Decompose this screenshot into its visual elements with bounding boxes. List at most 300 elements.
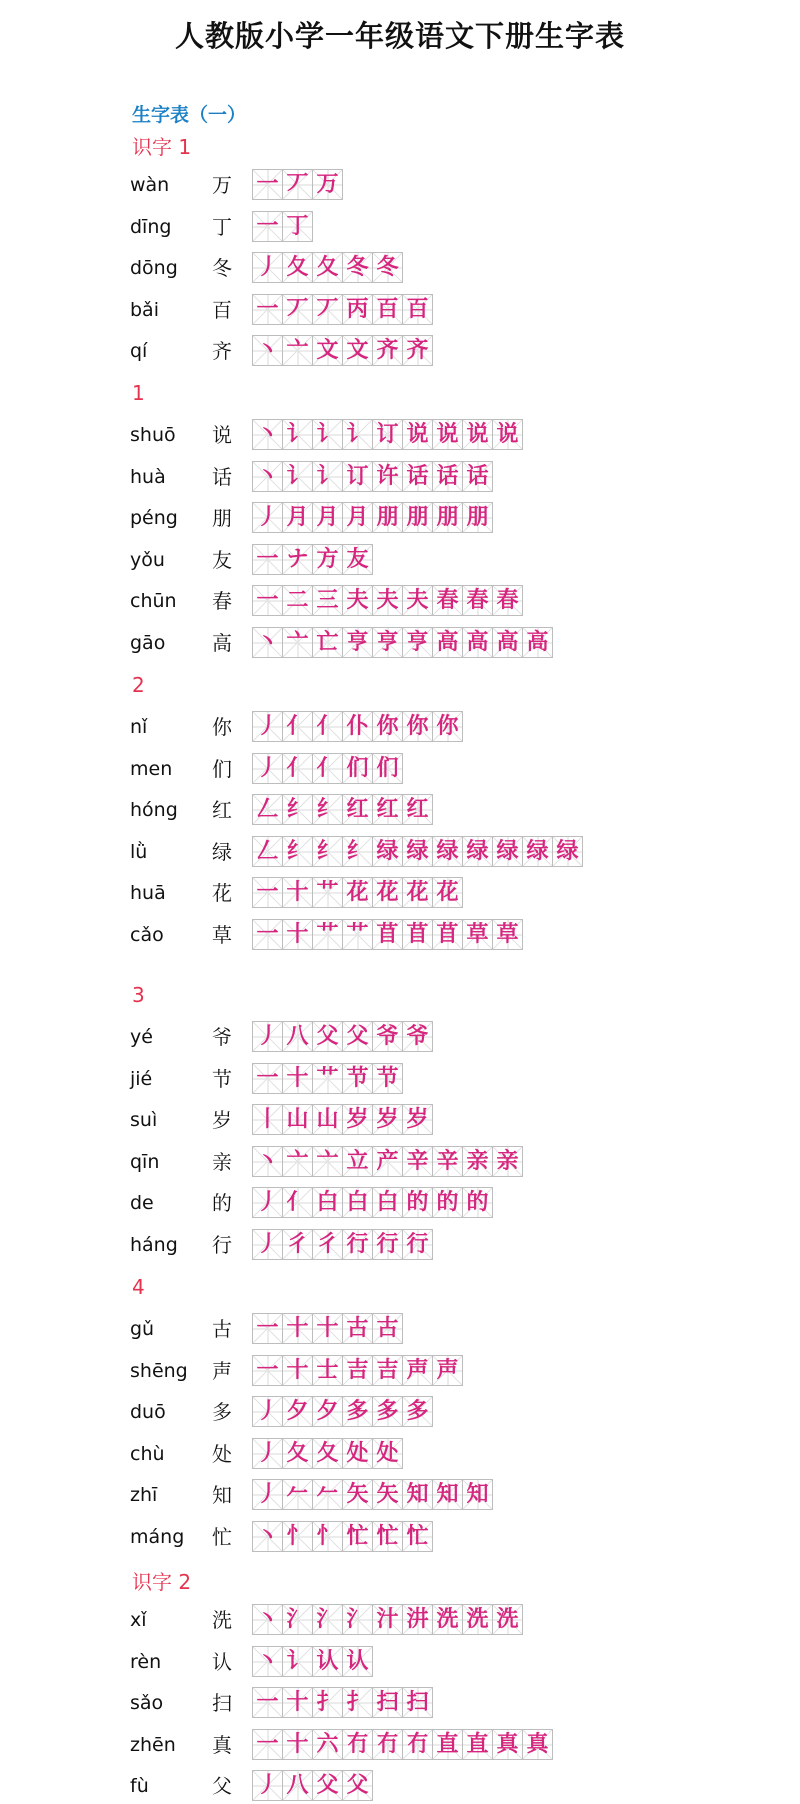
stroke-cell: 行 <box>372 1229 403 1260</box>
stroke-cell: 仆 <box>342 711 373 742</box>
stroke-cell: 亨 <box>402 627 433 658</box>
stroke-order <box>252 1355 462 1387</box>
stroke-order <box>252 502 492 534</box>
stroke-order <box>252 1021 432 1053</box>
stroke-cell: 十 <box>282 1729 313 1760</box>
stroke-cell: 一 <box>252 211 283 242</box>
stroke-order <box>252 294 432 326</box>
character: 行 <box>212 1233 232 1257</box>
stroke-order <box>252 1063 402 1095</box>
stroke-order <box>252 211 312 243</box>
stroke-cell: 的 <box>462 1187 493 1218</box>
stroke-cell: 认 <box>342 1646 373 1677</box>
stroke-cell: 讠 <box>312 461 343 492</box>
stroke-cell: 节 <box>342 1063 373 1094</box>
stroke-cell: 春 <box>492 585 523 616</box>
character: 认 <box>212 1649 232 1674</box>
stroke-cell: 丿 <box>252 753 283 784</box>
lesson-heading: 1 <box>132 381 145 405</box>
stroke-order <box>252 1146 522 1178</box>
stroke-cell: 洗 <box>462 1604 493 1635</box>
character: 万 <box>212 173 232 197</box>
stroke-cell: 岁 <box>402 1104 433 1135</box>
stroke-cell: 高 <box>432 627 463 658</box>
pinyin: xǐ <box>130 1609 147 1631</box>
pinyin: yǒu <box>130 548 165 571</box>
stroke-cell: 一 <box>252 1355 283 1386</box>
character: 父 <box>212 1774 232 1799</box>
character: 话 <box>212 464 232 489</box>
stroke-cell: 𠃋 <box>252 794 283 825</box>
stroke-cell: 绿 <box>522 836 553 867</box>
stroke-cell: 亠 <box>312 1146 343 1177</box>
stroke-cell: 草 <box>462 919 493 950</box>
pinyin: rèn <box>130 1650 162 1673</box>
stroke-cell: 扌 <box>312 1687 343 1718</box>
stroke-cell: 朋 <box>462 502 493 533</box>
stroke-cell: 绿 <box>492 836 523 867</box>
stroke-cell: 二 <box>282 585 313 616</box>
stroke-cell: 知 <box>462 1479 493 1510</box>
stroke-cell: 辛 <box>402 1146 433 1177</box>
character: 你 <box>212 715 232 739</box>
stroke-cell: 高 <box>522 627 553 658</box>
stroke-order <box>252 1187 492 1219</box>
stroke-cell: 声 <box>432 1355 463 1386</box>
stroke-order <box>252 753 402 785</box>
stroke-cell: 们 <box>342 753 373 784</box>
stroke-cell: 汁 <box>372 1604 403 1635</box>
pinyin: gǔ <box>130 1318 155 1340</box>
stroke-cell: 文 <box>312 335 343 366</box>
pinyin: qí <box>130 340 148 363</box>
stroke-cell: 忄 <box>282 1521 313 1552</box>
stroke-order <box>252 627 552 659</box>
stroke-cell: 丿 <box>252 252 283 283</box>
stroke-cell: 纟 <box>312 836 343 867</box>
stroke-cell: 汫 <box>402 1604 433 1635</box>
pinyin: qīn <box>130 1150 160 1173</box>
stroke-cell: 月 <box>282 502 313 533</box>
stroke-cell: 讠 <box>282 419 313 450</box>
stroke-cell: 亲 <box>462 1146 493 1177</box>
stroke-cell: 丿 <box>252 502 283 533</box>
character: 丁 <box>212 214 232 239</box>
stroke-cell: 夂 <box>312 252 343 283</box>
stroke-cell: 纟 <box>282 836 313 867</box>
stroke-order <box>252 1646 372 1678</box>
character: 岁 <box>212 1108 232 1133</box>
stroke-cell: 冇 <box>342 1729 373 1760</box>
stroke-cell: 十 <box>312 1313 343 1344</box>
pinyin: háng <box>130 1234 178 1256</box>
stroke-cell: 丁 <box>282 211 313 242</box>
character: 处 <box>212 1441 232 1466</box>
stroke-cell: 行 <box>342 1229 373 1260</box>
stroke-cell: 一 <box>252 919 283 950</box>
pinyin: chūn <box>130 590 177 613</box>
character: 古 <box>212 1317 232 1341</box>
stroke-cell: 直 <box>432 1729 463 1760</box>
stroke-cell: 氵 <box>342 1604 373 1635</box>
pinyin: fù <box>130 1775 149 1798</box>
stroke-cell: 忙 <box>402 1521 433 1552</box>
stroke-cell: 知 <box>402 1479 433 1510</box>
stroke-cell: 𠂉 <box>282 1479 313 1510</box>
stroke-cell: 氵 <box>312 1604 343 1635</box>
page-title: 人教版小学一年级语文下册生字表 <box>174 19 625 53</box>
stroke-cell: 万 <box>312 169 343 200</box>
stroke-cell: 忄 <box>312 1521 343 1552</box>
stroke-cell: 许 <box>372 461 403 492</box>
stroke-cell: 朋 <box>432 502 463 533</box>
stroke-cell: 花 <box>342 877 373 908</box>
character: 声 <box>212 1358 232 1383</box>
character: 爷 <box>212 1025 232 1049</box>
stroke-cell: 丿 <box>252 1770 283 1801</box>
pinyin: zhēn <box>130 1733 176 1756</box>
pinyin: men <box>130 757 173 780</box>
pinyin: suì <box>130 1109 158 1132</box>
stroke-cell: 亻 <box>282 1187 313 1218</box>
stroke-order <box>252 711 462 743</box>
stroke-cell: 丿 <box>252 1021 283 1052</box>
stroke-cell: 丶 <box>252 1146 283 1177</box>
stroke-cell: 百 <box>372 294 403 325</box>
pinyin: lǜ <box>130 840 148 863</box>
stroke-order <box>252 1104 432 1136</box>
stroke-cell: 产 <box>372 1146 403 1177</box>
character: 红 <box>212 798 232 823</box>
stroke-cell: 多 <box>402 1396 433 1427</box>
stroke-cell: 一 <box>252 1063 283 1094</box>
character: 忙 <box>212 1525 232 1549</box>
stroke-cell: 六 <box>312 1729 343 1760</box>
stroke-cell: 亡 <box>312 627 343 658</box>
stroke-cell: 绿 <box>432 836 463 867</box>
stroke-cell: 话 <box>462 461 493 492</box>
stroke-cell: 苜 <box>372 919 403 950</box>
stroke-cell: 说 <box>432 419 463 450</box>
stroke-cell: 你 <box>372 711 403 742</box>
stroke-cell: 扌 <box>342 1687 373 1718</box>
stroke-order <box>252 877 462 909</box>
stroke-cell: 春 <box>462 585 493 616</box>
stroke-cell: 丆 <box>282 169 313 200</box>
pinyin: hóng <box>130 799 178 822</box>
stroke-cell: 你 <box>402 711 433 742</box>
character: 友 <box>212 547 232 572</box>
character: 百 <box>212 297 232 322</box>
stroke-cell: 红 <box>342 794 373 825</box>
stroke-cell: 父 <box>342 1021 373 1052</box>
character: 扫 <box>212 1691 232 1716</box>
stroke-cell: 话 <box>402 461 433 492</box>
stroke-cell: 丶 <box>252 1646 283 1677</box>
stroke-cell: 扫 <box>402 1687 433 1718</box>
stroke-cell: 岁 <box>372 1104 403 1135</box>
stroke-cell: 方 <box>312 544 343 575</box>
stroke-cell: 一 <box>252 1729 283 1760</box>
stroke-cell: 士 <box>312 1355 343 1386</box>
stroke-cell: 夂 <box>282 1438 313 1469</box>
stroke-cell: 朋 <box>372 502 403 533</box>
stroke-cell: 草 <box>492 919 523 950</box>
stroke-cell: 多 <box>342 1396 373 1427</box>
character: 齐 <box>212 339 232 364</box>
character: 真 <box>212 1732 232 1757</box>
stroke-cell: 亻 <box>312 711 343 742</box>
pinyin: de <box>130 1192 154 1215</box>
lesson-heading: 2 <box>132 673 145 697</box>
stroke-cell: 八 <box>282 1021 313 1052</box>
stroke-cell: 亲 <box>492 1146 523 1177</box>
stroke-cell: 亠 <box>282 627 313 658</box>
table-heading: 生字表（一） <box>132 104 247 126</box>
stroke-cell: 一 <box>252 1313 283 1344</box>
stroke-cell: 的 <box>432 1187 463 1218</box>
stroke-cell: 爷 <box>372 1021 403 1052</box>
stroke-cell: 月 <box>342 502 373 533</box>
stroke-order <box>252 585 522 617</box>
character: 高 <box>212 631 232 655</box>
stroke-cell: 亠 <box>282 335 313 366</box>
character: 洗 <box>212 1608 232 1632</box>
stroke-cell: 们 <box>372 753 403 784</box>
stroke-cell: 夫 <box>342 585 373 616</box>
stroke-cell: 丨 <box>252 1104 283 1135</box>
character: 们 <box>212 756 232 781</box>
stroke-cell: 吉 <box>372 1355 403 1386</box>
character: 花 <box>212 881 232 906</box>
stroke-cell: 一 <box>252 877 283 908</box>
stroke-cell: 彳 <box>312 1229 343 1260</box>
pinyin: dīng <box>130 215 172 238</box>
stroke-cell: 古 <box>342 1313 373 1344</box>
stroke-cell: 红 <box>372 794 403 825</box>
character: 的 <box>212 1191 232 1216</box>
stroke-cell: 立 <box>342 1146 373 1177</box>
stroke-cell: 真 <box>522 1729 553 1760</box>
stroke-cell: 花 <box>432 877 463 908</box>
stroke-order <box>252 1229 432 1261</box>
stroke-cell: 丿 <box>252 1479 283 1510</box>
character: 春 <box>212 589 232 614</box>
character: 亲 <box>212 1149 232 1174</box>
stroke-cell: 真 <box>492 1729 523 1760</box>
pinyin: bǎi <box>130 298 159 321</box>
stroke-cell: 话 <box>432 461 463 492</box>
stroke-cell: 纟 <box>342 836 373 867</box>
stroke-order <box>252 1438 402 1470</box>
stroke-cell: 亻 <box>282 711 313 742</box>
stroke-cell: 文 <box>342 335 373 366</box>
character: 知 <box>212 1483 232 1508</box>
character: 绿 <box>212 839 232 864</box>
stroke-cell: 丿 <box>252 1438 283 1469</box>
stroke-order <box>252 836 582 868</box>
stroke-cell: 讠 <box>282 1646 313 1677</box>
stroke-cell: 一 <box>252 1687 283 1718</box>
stroke-order <box>252 1521 432 1553</box>
character: 节 <box>212 1066 232 1091</box>
character: 说 <box>212 423 232 447</box>
stroke-cell: 说 <box>492 419 523 450</box>
stroke-cell: 𠃋 <box>252 836 283 867</box>
stroke-cell: 亠 <box>282 1146 313 1177</box>
stroke-cell: 一 <box>252 169 283 200</box>
stroke-order <box>252 1770 372 1802</box>
stroke-cell: 丶 <box>252 627 283 658</box>
stroke-cell: 行 <box>402 1229 433 1260</box>
stroke-cell: 亻 <box>282 753 313 784</box>
stroke-cell: 月 <box>312 502 343 533</box>
stroke-cell: 绿 <box>402 836 433 867</box>
stroke-cell: 绿 <box>372 836 403 867</box>
stroke-cell: 绿 <box>552 836 583 867</box>
stroke-cell: 丶 <box>252 419 283 450</box>
stroke-cell: 友 <box>342 544 373 575</box>
pinyin: péng <box>130 507 178 530</box>
pinyin: sǎo <box>130 1692 164 1715</box>
stroke-cell: 艹 <box>312 1063 343 1094</box>
stroke-cell: 辛 <box>432 1146 463 1177</box>
stroke-cell: 白 <box>342 1187 373 1218</box>
stroke-cell: 夂 <box>312 1438 343 1469</box>
stroke-cell: 岁 <box>342 1104 373 1135</box>
stroke-cell: 夫 <box>402 585 433 616</box>
pinyin: wàn <box>130 174 170 196</box>
stroke-order <box>252 335 432 367</box>
stroke-cell: 丿 <box>252 711 283 742</box>
pinyin: cǎo <box>130 924 164 946</box>
stroke-cell: 丿 <box>252 1187 283 1218</box>
stroke-cell: 声 <box>402 1355 433 1386</box>
lesson-heading: 3 <box>132 983 145 1007</box>
stroke-cell: ナ <box>282 544 313 575</box>
stroke-cell: 百 <box>402 294 433 325</box>
stroke-cell: 朋 <box>402 502 433 533</box>
stroke-cell: 父 <box>342 1770 373 1801</box>
stroke-cell: 齐 <box>372 335 403 366</box>
stroke-cell: 纟 <box>282 794 313 825</box>
stroke-cell: 丆 <box>312 294 343 325</box>
stroke-cell: 山 <box>282 1104 313 1135</box>
stroke-order <box>252 419 522 451</box>
stroke-cell: 父 <box>312 1021 343 1052</box>
stroke-cell: 高 <box>492 627 523 658</box>
pinyin: máng <box>130 1526 185 1548</box>
stroke-order <box>252 1604 522 1636</box>
pinyin: duō <box>130 1401 166 1424</box>
stroke-cell: 处 <box>342 1438 373 1469</box>
stroke-cell: 八 <box>282 1770 313 1801</box>
pinyin: yé <box>130 1026 153 1048</box>
stroke-cell: 艹 <box>312 877 343 908</box>
stroke-cell: 讠 <box>312 419 343 450</box>
stroke-cell: 𠂉 <box>312 1479 343 1510</box>
stroke-cell: 冬 <box>342 252 373 283</box>
pinyin: dōng <box>130 257 178 280</box>
stroke-cell: 冬 <box>372 252 403 283</box>
stroke-cell: 丿 <box>252 1396 283 1427</box>
character: 朋 <box>212 506 232 531</box>
stroke-order <box>252 919 522 951</box>
stroke-cell: 直 <box>462 1729 493 1760</box>
pinyin: jié <box>130 1067 153 1090</box>
stroke-cell: 订 <box>372 419 403 450</box>
pinyin: shēng <box>130 1359 188 1382</box>
pinyin: chù <box>130 1442 165 1465</box>
stroke-cell: 冇 <box>372 1729 403 1760</box>
stroke-cell: 绿 <box>462 836 493 867</box>
stroke-cell: 彳 <box>282 1229 313 1260</box>
stroke-order <box>252 1729 552 1761</box>
stroke-cell: 知 <box>432 1479 463 1510</box>
stroke-cell: 吉 <box>342 1355 373 1386</box>
stroke-cell: 矢 <box>342 1479 373 1510</box>
stroke-cell: 古 <box>372 1313 403 1344</box>
stroke-cell: 丿 <box>252 1229 283 1260</box>
lesson-heading: 识字 1 <box>132 135 192 159</box>
character: 冬 <box>212 256 232 281</box>
stroke-cell: 一 <box>252 294 283 325</box>
stroke-cell: 说 <box>402 419 433 450</box>
stroke-cell: 订 <box>342 461 373 492</box>
stroke-cell: 丆 <box>282 294 313 325</box>
pinyin: zhī <box>130 1484 158 1507</box>
stroke-cell: 十 <box>282 1063 313 1094</box>
stroke-cell: 洗 <box>492 1604 523 1635</box>
stroke-order <box>252 252 402 284</box>
stroke-cell: 苜 <box>402 919 433 950</box>
character: 多 <box>212 1400 232 1425</box>
pinyin: shuō <box>130 424 176 446</box>
character: 草 <box>212 923 232 947</box>
stroke-cell: 一 <box>252 585 283 616</box>
stroke-cell: 亨 <box>372 627 403 658</box>
stroke-cell: 十 <box>282 1355 313 1386</box>
stroke-cell: 纟 <box>312 794 343 825</box>
stroke-cell: 齐 <box>402 335 433 366</box>
stroke-cell: 洗 <box>432 1604 463 1635</box>
lesson-heading: 识字 2 <box>132 1570 192 1594</box>
stroke-order <box>252 1687 432 1719</box>
stroke-cell: 你 <box>432 711 463 742</box>
stroke-order <box>252 461 492 493</box>
stroke-cell: 一 <box>252 544 283 575</box>
stroke-cell: 丶 <box>252 1604 283 1635</box>
pinyin: huà <box>130 465 166 488</box>
stroke-cell: 花 <box>372 877 403 908</box>
stroke-cell: 三 <box>312 585 343 616</box>
stroke-order <box>252 1313 402 1345</box>
stroke-cell: 处 <box>372 1438 403 1469</box>
stroke-cell: 艹 <box>312 919 343 950</box>
stroke-cell: 讠 <box>342 419 373 450</box>
stroke-order <box>252 1396 432 1428</box>
stroke-cell: 白 <box>372 1187 403 1218</box>
stroke-cell: 讠 <box>282 461 313 492</box>
stroke-order <box>252 169 342 201</box>
stroke-cell: 扫 <box>372 1687 403 1718</box>
stroke-cell: 忙 <box>342 1521 373 1552</box>
stroke-cell: 说 <box>462 419 493 450</box>
stroke-cell: 十 <box>282 1687 313 1718</box>
stroke-cell: 艹 <box>342 919 373 950</box>
stroke-cell: 夕 <box>282 1396 313 1427</box>
stroke-cell: 爷 <box>402 1021 433 1052</box>
